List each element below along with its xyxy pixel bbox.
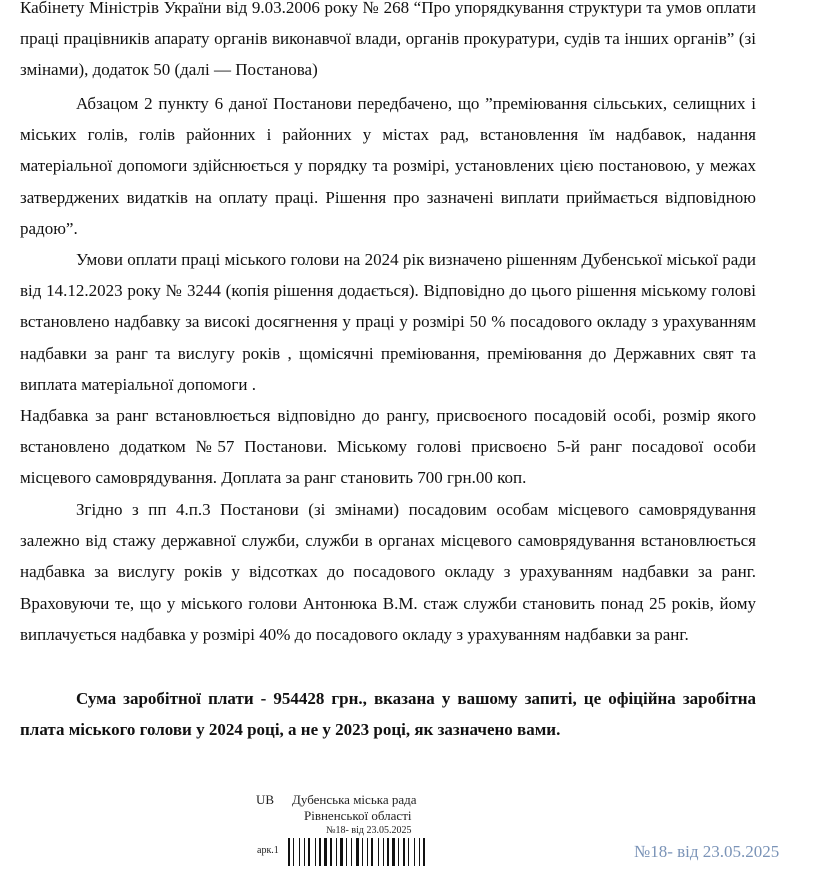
- barcode-bar: [308, 838, 310, 866]
- stamp-organization: Дубенська міська рада: [292, 792, 417, 807]
- paragraph-bonus-provisions: Абзацом 2 пункту 6 даної Постанови передбачено, що ”преміювання сільських, селищних і міських голів, голів районних і районних у містах рад, встановлення їм надбавок, надання матеріальної допомоги здійснюється у порядку та розмірі, установлених цією постановою, у межах затверджених видатків на оплату праці. Рішення про зазначені виплати приймається відповідною радою”.: [20, 94, 756, 238]
- stamp-code: UB: [256, 792, 275, 807]
- paragraph-seniority-allowance: Згідно з пп 4.п.3 Постанови (зі змінами) посадовим особам місцевого самоврядування залежно від стажу державної служби, служби в органах місцевого самоврядування встановлюється надбавка за вислугу років у відсотках до посадового окладу з урахуванням надбавки за ранг. Враховуючи те, що у міського голови Антонюка В.М. стаж служби становить понад 25 років, йому виплачується надбавка у розмірі 40% до посадового окладу з урахуванням надбавки за ранг.: [20, 500, 756, 644]
- barcode-bar: [403, 838, 405, 866]
- barcode-bar: [299, 838, 300, 866]
- barcode-bar: [419, 838, 420, 866]
- barcode: [288, 838, 476, 866]
- barcode-bar: [367, 838, 368, 866]
- barcode-bar: [387, 838, 389, 866]
- barcode-bar: [362, 838, 363, 866]
- barcode-bar: [336, 838, 337, 866]
- barcode-bar: [414, 838, 415, 866]
- barcode-bar: [392, 838, 395, 866]
- barcode-bar: [378, 838, 379, 866]
- stamp-registration-number: №18- від 23.05.2025: [326, 825, 412, 836]
- stamp-sheet-label: арк.1: [257, 845, 279, 856]
- barcode-bar: [315, 838, 316, 866]
- barcode-bar: [383, 838, 384, 866]
- paragraph-salary-summary: Сума заробітної плати - 954428 грн., вказана у вашому запиті, це офіційна заробітна плата міського голови у 2024 році, а не у 2023 році, як зазначено вами.: [20, 689, 756, 740]
- barcode-bar: [356, 838, 359, 866]
- barcode-bar: [324, 838, 327, 866]
- barcode-bar: [423, 838, 425, 866]
- barcode-bar: [408, 838, 409, 866]
- paragraph-rank-allowance: Надбавка за ранг встановлюється відповідно до рангу, присвоєного посадовій особі, розмір якого встановлено додатком №57 Постанови. Міському голові присвоєно 5-й ранг посадової особи місцевого самоврядування. Доплата за ранг становить 700 грн.00 коп.: [20, 406, 756, 488]
- paragraph-pay-conditions: Умови оплати праці міського голови на 2024 рік визначено рішенням Дубенської міської ради від 14.12.2023 року № 3244 (копія рішення додається). Відповідно до цього рішення міському голові встановлено надбавку за високі досягнення у праці у розмірі 50 % посадового окладу з урахуванням надбавки за ранг та вислугу років , щомісячні преміювання, преміювання до Державних свят та виплата матеріальної допомоги .: [20, 250, 756, 394]
- barcode-bar: [293, 838, 294, 866]
- barcode-bar: [351, 838, 352, 866]
- barcode-bar: [346, 838, 347, 866]
- paragraph-resolution-reference: Кабінету Міністрів України від 9.03.2006 року № 268 “Про упорядкування структури та умов оплати праці працівників апарату органів виконавчої влади, органів прокуратури, судів та інших органів” (зі змінами), додаток 50 (далі — Постанова): [20, 0, 756, 80]
- barcode-bar: [371, 838, 373, 866]
- barcode-bar: [288, 838, 290, 866]
- barcode-bar: [330, 838, 332, 866]
- barcode-bar: [340, 838, 343, 866]
- registration-stamp: №18- від 23.05.2025: [634, 842, 780, 861]
- barcode-bar: [398, 838, 399, 866]
- barcode-bar: [304, 838, 305, 866]
- barcode-bar: [319, 838, 321, 866]
- stamp-region: Рівненської області: [304, 808, 412, 823]
